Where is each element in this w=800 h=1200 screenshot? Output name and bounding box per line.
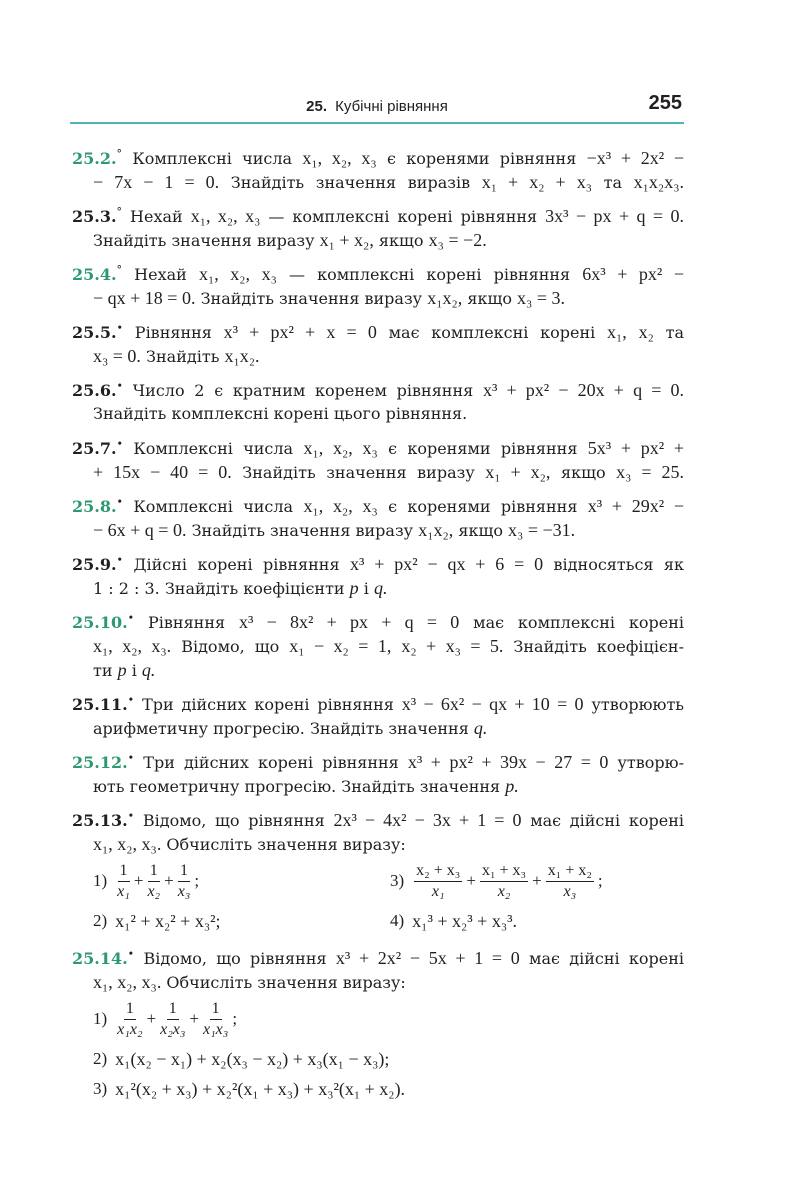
item-1: 1) $\frac{1}{\text{x₁}}$ + $\frac{1}{\text{x₂}}$ + $\frac{1}{\text{x₃}}$ ; (93, 861, 200, 900)
problem-25-6: 25.6.• Число 2 є кратним коренем рівняння x³ + px² − 20x + q = 0. Знайдіть комплексні корені цього рівняння. (72, 379, 685, 423)
problem-25-8: 25.8.• Комплексні числа x₁, x₂, x₃ є коренями рівняння x³ + 29x² − − 6x + q = 0. Знайдіть значення виразу x₁x₂, якщо x₃ = −31. (72, 495, 685, 540)
section-title: 25. Кубічні рівняння (306, 98, 448, 115)
problem-25-12: 25.12.• Три дійсних корені рівняння x³ + px² + 39x − 27 = 0 утворю- ють геометричну прогресію. Знайдіть значення p. (72, 751, 684, 796)
item-2: 2) x₁² + x₂² + x₃²; (93, 910, 221, 931)
problem-25-4: 25.4.° Нехай x₁, x₂, x₃ — комплексні корені рівняння 6x³ + px² − − qx + 18 = 0. Знайдіть значення виразу x₁x₂, якщо x₃ = 3. (72, 263, 684, 308)
item-1: 1) $\frac{1}{\text{x₁x₂}}$ + $\frac{1}{\text{x₂x₃}}$ + $\frac{1}{\text{x₁x₃}}$ ; (93, 999, 238, 1038)
page-header (70, 92, 684, 124)
problem-25-13: 25.13.• Відомо, що рівняння 2x³ − 4x² − 3x + 1 = 0 має дійсні корені x₁, x₂, x₃. Обчисліть значення виразу: 1) $\frac{1}{\text{x₁}}$ + $\frac{1}{\text{x₂}}$ + $\frac{1}{\text{x₃}}$ ; 3) $\frac{\text{x₂ + x₃}}{\text{x₁}}$ + $\frac{\text{x₁ + x₃}}{\text{x₂}}$ + $\frac{\text{x₁ + x₂}}{\text{x₃}}$ ; 2) x₁² + x₂² + x₃²; 4) x₁³ + x₂³ + x₃³. (72, 808, 684, 936)
items-row-1 (72, 994, 684, 1044)
problem-25-3: 25.3.° Нехай x₁, x₂, x₃ — комплексні корені рівняння 3x³ − px + q = 0. Знайдіть значення виразу x₁ + x₂, якщо x₃ = −2. (72, 205, 684, 250)
page-number: 255 (648, 92, 682, 114)
problem-25-2: 25.2.° Комплексні числа x₁, x₂, x₃ є коренями рівняння −x³ + 2x² − − 7x − 1 = 0. Знайдіть значення виразів x₁ + x₂ + x₃ та x₁x₂x₃. (72, 147, 685, 192)
problem-25-7: 25.7.• Комплексні числа x₁, x₂, x₃ є коренями рівняння 5x³ + px² + + 15x − 40 = 0. Знайдіть значення виразу x₁ + x₂, якщо x₃ = 25. (72, 437, 685, 482)
problem-25-14: 25.14.• Відомо, що рівняння x³ + 2x² − 5x + 1 = 0 має дійсні корені x₁, x₂, x₃. Обчисліть значення виразу: 1) $\frac{1}{\text{x₁x₂}}$ + $\frac{1}{\text{x₂x₃}}$ + $\frac{1}{\text{x₁x₃}}$ ; 2) x₁(x₂ − x₁) + x₂(x₃ − x₂) + x₃(x₁ − x₃); 3) x₁²(x₂ + x₃) + x₂²(x₁ + x₃) + x₃²(x₁ + x₂). (72, 946, 684, 1104)
item-2: 2) x₁(x₂ − x₁) + x₂(x₃ − x₂) + x₃(x₁ − x₃); (93, 1048, 390, 1069)
problem-25-9: 25.9.• Дійсні корені рівняння x³ + px² − qx + 6 = 0 відносяться як 1 : 2 : 3. Знайдіть коефіцієнти p і q. (72, 553, 685, 598)
item-3: 3) x₁²(x₂ + x₃) + x₂²(x₁ + x₃) + x₃²(x₁ + x₂). (93, 1078, 406, 1099)
item-3: 3) $\frac{\text{x₂ + x₃}}{\text{x₁}}$ + $\frac{\text{x₁ + x₃}}{\text{x₂}}$ + $\frac{\text{x₁ + x₂}}{\text{x₃}}$ ; (390, 861, 603, 900)
items-row-2 (72, 1044, 684, 1074)
problem-25-5: 25.5.• Рівняння x³ + px² + x = 0 має комплексні корені x₁, x₂ та x₃ = 0. Знайдіть x₁x₂. (72, 321, 684, 366)
problem-25-11: 25.11.• Три дійсних корені рівняння x³ − 6x² − qx + 10 = 0 утворюють арифметичну прогресію. Знайдіть значення q. (72, 693, 685, 738)
problems-list (72, 146, 684, 1104)
item-4: 4) x₁³ + x₂³ + x₃³. (390, 910, 517, 931)
items-row-1 (72, 856, 684, 906)
items-row-2 (72, 906, 684, 936)
items-row-3 (72, 1074, 684, 1104)
problem-25-10: 25.10.• Рівняння x³ − 8x² + px + q = 0 має комплексні корені x₁, x₂, x₃. Відомо, що x₁ − x₂ = 1, x₂ + x₃ = 5. Знайдіть коефіцієн- ти p і q. (72, 611, 685, 680)
